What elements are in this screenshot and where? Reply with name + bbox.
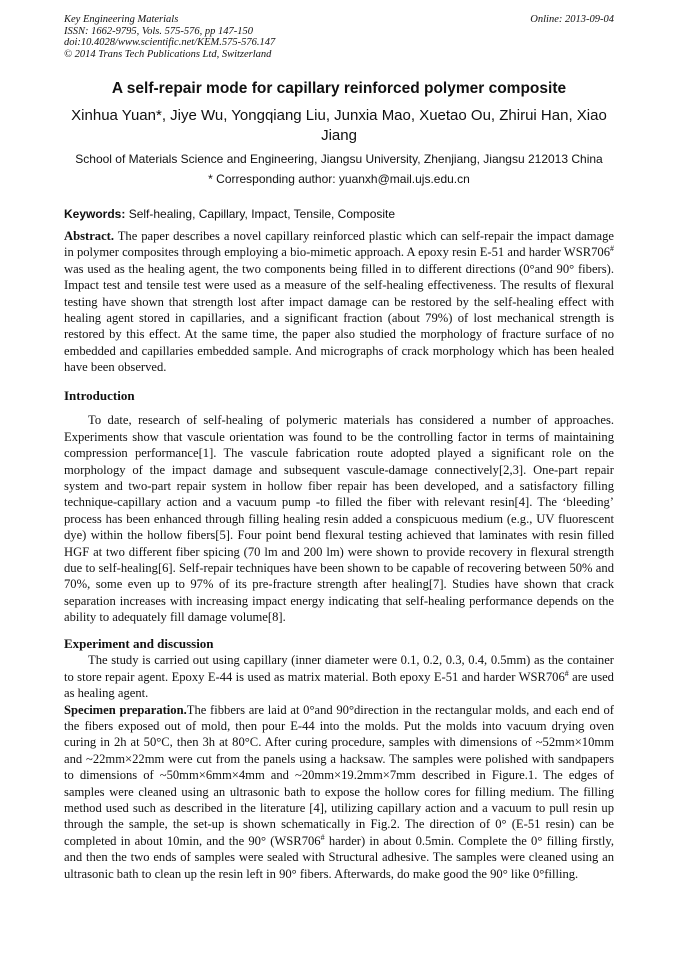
doi-line: doi:10.4028/www.scientific.net/KEM.575-576.147 [64,37,276,48]
issn-line: ISSN: 1662-9795, Vols. 575-576, pp 147-150 [64,25,253,37]
keywords-text: Self-healing, Capillary, Impact, Tensile, Composite [125,207,396,221]
journal-header [64,14,614,60]
author-list: Xinhua Yuan*, Jiye Wu, Yongqiang Liu, Junxia Mao, Xuetao Ou, Zhirui Han, Xiao Jiang [71,107,607,144]
abstract-label: Abstract. [64,229,115,243]
affiliation: School of Materials Science and Engineering, Jiangsu University, Zhenjiang, Jiangsu 212013 China [75,152,603,166]
abstract-section [64,228,614,376]
introduction-section [64,388,614,626]
online-date: Online: 2013-09-04 [530,14,614,25]
experiment-paragraph-1 [64,652,614,701]
experiment-heading: Experiment and discussion [64,636,214,651]
specimen-preparation-label: Specimen preparation. [64,702,187,717]
specimen-text-a: The fibbers are laid at 0°and 90°direction in the rectangular molds, and each end of the fibers exposed out of mold, then pour E-44 into the molds. Put the molds into vacuum drying oven curing in 2h at 50°C, then 3h at 80°C. After curing procedure, samples with dimensions of ~52mm×10mm and ~22mm×22mm were cut from the panels using a hacksaw. The samples were polished with sandpapers to dimensions of ~50mm×6mm×4mm and ~20mm×19.2mm×7mm described in Figure.1. The edges of samples were cleaned using an ultrasonic bath to expose the hollow cores for filling medium. The filling method used such as described in the literature [4], utilizing capillary action and a vacuum to pull resin up through the sample, the set-up is shown schematically in Fig.2. The direction of 0° (E-51 resin) can be completed in about 10min, and the 90° (WSR706 [64,702,614,848]
introduction-paragraph: To date, research of self-healing of polymeric materials has considered a number of approaches. Experiments show that vascule orientation was found to be the controlling factor in terms of maintaining compression performance[1]. The vascule fabrication route adopted played a significant role on the morphology of the impact damage and subsequent vascule-damage connectively[2,3]. One-part repair system and two-part repair system in hollow fiber repair has been developed, and a satisfactory filling technique-capillary action and a vacuum pump -to filled the fiber with relevant resin[4]. The ‘bleeding’ process has been enhanced through filling healing resin added a conspicuous medium (e.g., UV fluorescent dye) within the hollow fibers[5]. Four point bend flexural testing achieved that laminates with resin filled HGF at two different fiber spicing (70 lm and 200 lm) were shown to provide recovery in flexural strength due to self-healing[6]. Self-repair techniques have been shown to be capable of recovering between 50% and 70%, some even up to 97% of its pre-fracture strength after healing[7]. Studies have shown that crack separation increases with increasing impact energy indicating that self-healing performance depends on the ability to adequately fill damage volume[8]. [64,413,614,625]
keywords [64,207,614,221]
introduction-heading: Introduction [64,388,135,403]
experiment-text-1a: The study is carried out using capillary (inner diameter were 0.1, 0.2, 0.3, 0.4, 0.5mm) as the container to store repair agent. Epoxy E-44 is used as matrix material. Both epoxy E-51 and harder WSR706 [64,653,614,684]
copyright-line: © 2014 Trans Tech Publications Ltd, Switzerland [64,48,272,60]
specimen-sup: # [320,832,325,842]
experiment-sup-1: # [564,668,569,678]
experiment-text-1b: are used as healing agent. [64,669,614,701]
abstract-text-2: was used as the healing agent, the two components being filled in to different directions (0°and 90° fibers). Impact test and tensile test were used as a measure of the self-healing effectiveness. The results of flexural testing have shown that strength lost after impact damage can be restored by the self-healing effect with healing agent stored in capillaries, and a significant fraction (about 79%) of lost mechanical strength is restored by this effect. At the same time, the paper also studied the morphology of fracture surface of no embedded and capillaries embedded sample. And micrographs of crack morphology which has been healed have been observed. [64,261,614,375]
paper-title: A self-repair mode for capillary reinforced polymer composite [111,80,567,97]
abstract-sup: # [610,244,614,254]
journal-name: Key Engineering Materials [64,14,179,25]
abstract-text-1: The paper describes a novel capillary reinforced plastic which can self-repair the impact damage in polymer composites through employing a bio-mimetic approach. A epoxy resin E-51 and harder WSR706 [64,229,614,260]
corresponding-author: * Corresponding author: yuanxh@mail.ujs.edu.cn [208,172,470,186]
experiment-section [64,636,614,882]
specimen-preparation-paragraph [64,702,614,882]
keywords-label: Keywords: [64,207,126,221]
specimen-text-b: harder) in about 0.5min. Complete the 0° filling firstly, and then the two ends of samples were sealed with Structural adhesive. The samples were cleaned using an ultrasonic bath to clean up the resin left in 90° fibers. Afterwards, do make good the 90° like 0°filling. [64,833,614,881]
abstract-paragraph [64,228,614,376]
